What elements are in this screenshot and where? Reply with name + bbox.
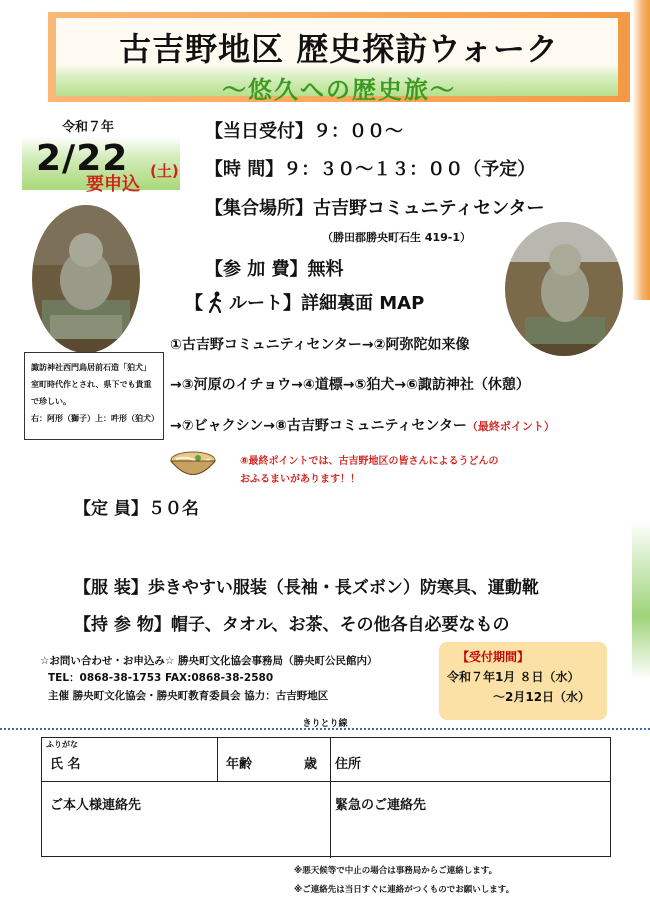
- orange-side-stripe: [632, 0, 650, 300]
- udon-note-line-2: おふるまいがあります！！: [240, 474, 360, 485]
- emergency-contact-field-label[interactable]: 緊急のご連絡先: [335, 798, 427, 813]
- age-field-label[interactable]: 年齢: [226, 757, 253, 772]
- komainu-photo-right: [505, 222, 623, 356]
- event-era: 令和７年: [62, 120, 115, 135]
- event-date-box: [22, 136, 180, 195]
- green-side-stripe: [632, 520, 650, 680]
- application-period-heading: 【受付期間】: [457, 650, 530, 664]
- komainu-photo-left: [32, 205, 140, 353]
- application-period-box: [439, 642, 607, 720]
- page-title: 古吉野地区 歴史探訪ウォーク: [119, 30, 559, 68]
- udon-bowl-icon: [168, 448, 218, 484]
- apply-required-note: 要申込: [86, 174, 140, 195]
- route-heading: 【 ルート】詳細裏面 MAP: [185, 293, 425, 314]
- capacity: 【定 員】５０名: [74, 499, 199, 519]
- furigana-label: ふりがな: [46, 740, 78, 749]
- participation-fee: 【参 加 費】無料: [205, 259, 344, 280]
- cut-line-label: きりとり線: [302, 719, 348, 729]
- meeting-place: 【集合場所】古吉野コミュニティセンター: [205, 198, 545, 219]
- application-period-end: ～2月12日（水）: [493, 690, 591, 704]
- route-step-line-2: →③河原のイチョウ→④道標→⑤狛犬→⑥諏訪神社（休憩）: [170, 377, 530, 393]
- meeting-address: （勝田郡勝央町石生 419-1）: [322, 231, 472, 244]
- application-form: [41, 737, 611, 857]
- udon-note-line-1: ⑧最終ポイントでは、古吉野地区の皆さんによるうどんの: [240, 456, 499, 467]
- route-step-line-3: →⑦ビャクシン→⑧古吉野コミュニティセンター（最終ポイント）: [170, 418, 555, 434]
- cut-line: [0, 728, 650, 730]
- title-banner: [48, 12, 630, 102]
- event-date: 2/22: [36, 138, 129, 179]
- reception-time: 【当日受付】９：００～: [205, 121, 403, 142]
- photo-caption: 諏訪神社西門鳥居前石造「狛犬」 室町時代作とされ、県下でも貴重 で珍しい。 右：阿形（獅子）上：吽形（狛犬）: [24, 352, 164, 440]
- route-step-line-1: ①古吉野コミュニティセンター→②阿弥陀如来像: [170, 337, 470, 353]
- belongings: 【持 参 物】帽子、タオル、お茶、その他各自必要なもの: [74, 615, 510, 635]
- name-field-label[interactable]: 氏 名: [50, 757, 81, 772]
- event-weekday: (土): [150, 162, 179, 180]
- address-field-label[interactable]: 住所: [335, 757, 362, 772]
- age-unit-label: 歳: [304, 757, 318, 772]
- page-subtitle: ～悠久への歴史旅～: [222, 76, 456, 104]
- clothing: 【服 装】歩きやすい服装（長袖・長ズボン）防寒具、運動靴: [74, 578, 539, 598]
- organizer-line: 主催 勝央町文化協会・勝央町教育委員会 協力：古吉野地区: [48, 690, 329, 702]
- walking-person-icon: [207, 291, 225, 313]
- note-cancellation: ※悪天候等で中止の場合は事務局からご連絡します。: [294, 866, 498, 876]
- event-time: 【時 間】９：３０～１３：００（予定）: [205, 159, 536, 180]
- self-contact-field-label[interactable]: ご本人様連絡先: [50, 798, 142, 813]
- contact-phone-fax: TEL：0868-38-1753 FAX:0868-38-2580: [48, 672, 274, 684]
- application-period-start: 令和７年1月 ８日（水）: [447, 670, 580, 684]
- final-point-label: （最終ポイント）: [466, 420, 555, 433]
- note-contact: ※ご連絡先は当日すぐに連絡がつくものでお願いします。: [294, 885, 515, 895]
- contact-line-1: ☆お問い合わせ・お申込み☆ 勝央町文化協会事務局（勝央町公民館内）: [40, 655, 378, 667]
